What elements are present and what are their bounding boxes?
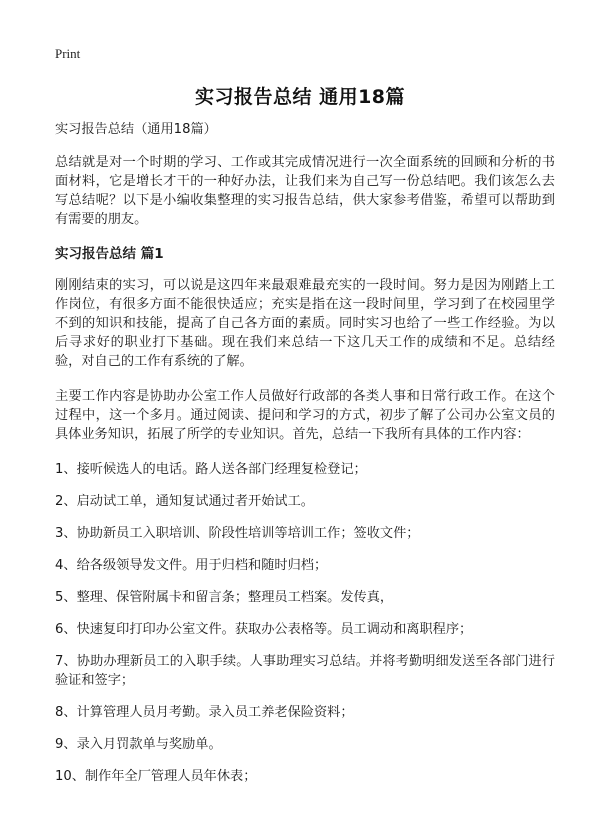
document-subtitle: 实习报告总结（通用18篇） (55, 122, 217, 137)
list-item: 8、计算管理人员月考勤。录入员工养老保险资料； (55, 705, 354, 720)
intro-paragraph: 总结就是对一个时期的学习、工作或其完成情况进行一次全面系统的回顾和分析的书面材料，它是增长才干的一种好办法，让我们来为自己写一份总结吧。我们该怎么去写总结呢？以下是小编收集整理的实习报告总结，供大家参考借鉴，希望可以帮助到有需要的朋友。 (55, 155, 555, 227)
list-item: 4、给各级领导发文件。用于归档和随时归档； (55, 558, 328, 573)
list-item: 10、制作年全厂管理人员年休表； (55, 769, 257, 784)
list-item: 7、协助办理新员工的入职手续。人事助理实习总结。并将考勤明细发送至各部门进行验证和签字； (55, 654, 555, 688)
page-title: 实习报告总结 通用18篇 (194, 86, 406, 108)
list-item: 5、整理、保管附属卡和留言条；整理员工档案。发传真， (55, 590, 394, 605)
list-item: 2、启动试工单，通知复试通过者开始试工。 (55, 494, 314, 509)
document-body (55, 120, 555, 799)
list-item: 9、录入月罚款单与奖励单。 (55, 737, 222, 752)
body-paragraph: 刚刚结束的实习，可以说是这四年来最艰难最充实的一段时间。努力是因为刚踏上工作岗位，有很多方面不能很快适应；充实是指在这一段时间里，学习到了在校园里学不到的知识和技能，提高了自己各方面的素质。同时实习也给了一些工作经验。为以后寻求好的职业打下基础。现在我们来总结一下这几天工作的成绩和不足。总结经验，对自己的工作有系统的了解。 (55, 278, 555, 369)
section-heading: 实习报告总结 篇1 (55, 246, 164, 262)
list-item: 3、协助新员工入职培训、阶段性培训等培训工作；签收文件； (55, 526, 420, 541)
list-item: 1、接听候选人的电话。路人送各部门经理复检登记； (55, 462, 367, 477)
print-link[interactable]: Print (55, 46, 81, 61)
list-item: 6、快速复印打印办公室文件。获取办公表格等。员工调动和离职程序； (55, 622, 473, 637)
body-paragraph: 主要工作内容是协助办公室工作人员做好行政部的各类人事和日常行政工作。在这个过程中，这一个多月。通过阅读、提问和学习的方式，初步了解了公司办公室文员的具体业务知识，拓展了所学的专业知识。首先，总结一下我所有具体的工作内容： (55, 389, 555, 442)
